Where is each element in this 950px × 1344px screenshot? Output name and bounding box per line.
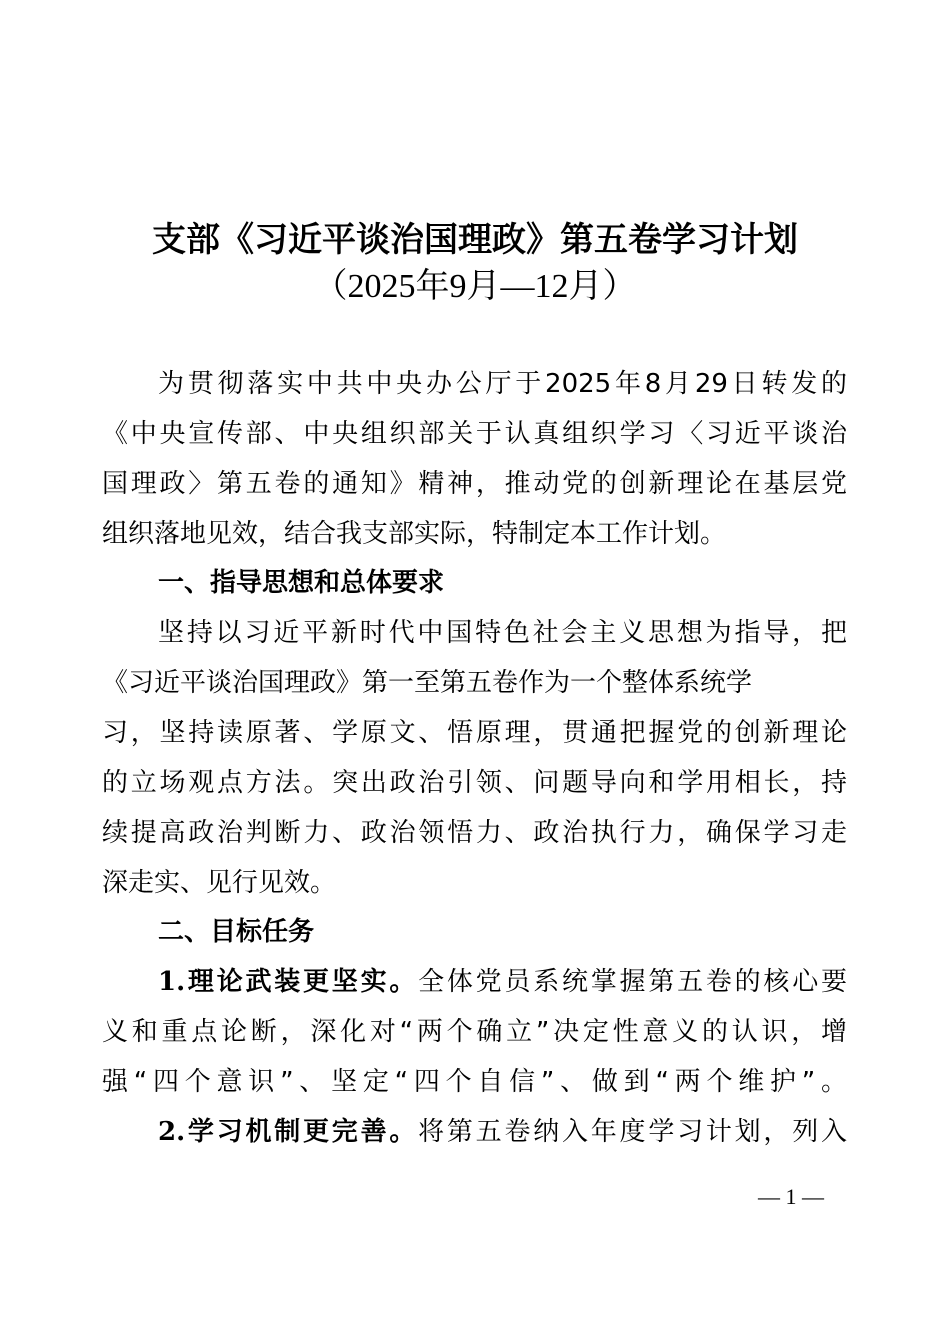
- item2-lead: 2.学习机制更完善。: [158, 1117, 419, 1147]
- intro-line: 为贯彻落实中共中央办公厅于2025年8月29日转发的: [158, 369, 847, 399]
- item1-text: 全体党员系统掌握第五卷的核心要: [418, 967, 847, 997]
- intro-line: 国理政〉第五卷的通知》精神，推动党的创新理论在基层党: [102, 469, 847, 499]
- section1-line: 续提高政治判断力、政治领悟力、政治执行力，确保学习走: [102, 818, 847, 848]
- item1-lead: 1.理论武装更坚实。: [158, 967, 419, 997]
- intro-line: 组织落地见效，结合我支部实际，特制定本工作计划。: [102, 519, 727, 549]
- section1-line: 深走实、见行见效。: [102, 868, 337, 898]
- section-heading-1: 一、指导思想和总体要求: [158, 568, 445, 598]
- item1-line: 强“四个意识”、坚定“四个自信”、做到“两个维护”。: [102, 1067, 847, 1097]
- item2-first-line: [158, 1112, 847, 1152]
- document-subtitle: （2025年9月—12月）: [313, 268, 637, 305]
- item1-first-line: [158, 962, 847, 1002]
- section1-line: 《习近平谈治国理政》第一至第五卷作为一个整体系统学: [102, 668, 753, 698]
- page-number: — 1 —: [758, 1184, 824, 1209]
- section1-line: 的立场观点方法。突出政治引领、问题导向和学用相长，持: [102, 768, 847, 798]
- section1-line: 坚持以习近平新时代中国特色社会主义思想为指导，把: [158, 618, 847, 648]
- item2-text: 将第五卷纳入年度学习计划，列入: [418, 1117, 847, 1147]
- section1-line: 习，坚持读原著、学原文、悟原理，贯通把握党的创新理论: [102, 718, 847, 748]
- item1-line: 义和重点论断，深化对“两个确立”决定性意义的认识，增: [102, 1017, 847, 1047]
- document-title: 支部《习近平谈治国理政》第五卷学习计划: [152, 220, 798, 260]
- intro-line: 《中央宣传部、中央组织部关于认真组织学习〈习近平谈治: [102, 419, 847, 449]
- section-heading-2: 二、目标任务: [158, 917, 315, 947]
